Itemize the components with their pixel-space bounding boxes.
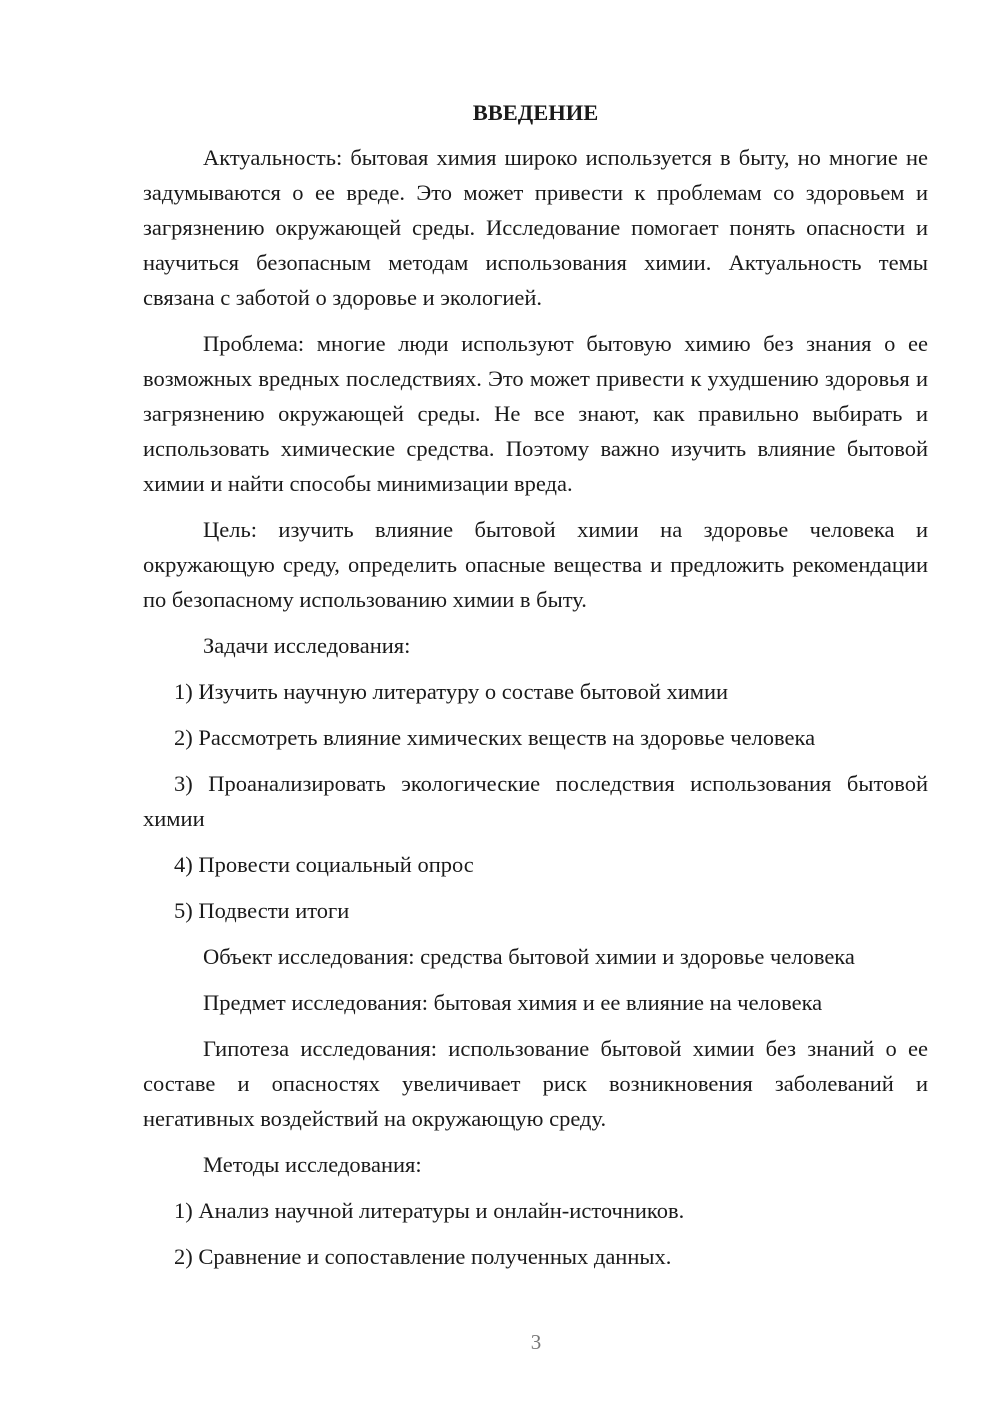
methods-heading: Методы исследования:	[203, 1152, 422, 1177]
task-item: 4) Провести социальный опрос	[174, 852, 474, 877]
paragraph-goal: Цель: изучить влияние бытовой химии на здоровье человека и окружающую среду, определить опасные вещества и предложить рекомендации по безопасному использованию химии в быту.	[143, 517, 928, 612]
page-content	[143, 95, 928, 1285]
research-hypothesis: Гипотеза исследования: использование бытовой химии без знаний о ее составе и опасностях увеличивает риск возникновения заболеваний и негативных воздействий на окружающую среду.	[143, 1036, 928, 1131]
task-item: 5) Подвести итоги	[174, 898, 350, 923]
tasks-heading: Задачи исследования:	[203, 633, 411, 658]
research-subject: Предмет исследования: бытовая химия и ее влияние на человека	[203, 990, 823, 1015]
paragraph-problem: Проблема: многие люди используют бытовую химию без знания о ее возможных вредных последствиях. Это может привести к ухудшению здоровья и загрязнению окружающей среды. Не все знают, как правильно выбирать и использовать химические средства. Поэтому важно изучить влияние бытовой химии и найти способы минимизации вреда.	[143, 331, 928, 496]
task-item: 1) Изучить научную литературу о составе бытовой химии	[174, 679, 729, 704]
section-title: ВВЕДЕНИЕ	[472, 100, 599, 125]
task-item: 2) Рассмотреть влияние химических веществ на здоровье человека	[174, 725, 816, 750]
task-item: 3) Проанализировать экологические последствия использования бытовой химии	[143, 771, 928, 831]
method-item: 2) Сравнение и сопоставление полученных данных.	[174, 1244, 672, 1269]
paragraph-relevance: Актуальность: бытовая химия широко используется в быту, но многие не задумываются о ее вреде. Это может привести к проблемам со здоровьем и загрязнению окружающей среды. Исследование помогает понять опасности и научиться безопасным методам использования химии. Актуальность темы связана с заботой о здоровье и экологией.	[143, 145, 928, 310]
research-object: Объект исследования: средства бытовой химии и здоровье человека	[203, 944, 855, 969]
method-item: 1) Анализ научной литературы и онлайн-источников.	[174, 1198, 685, 1223]
page-number: 3	[530, 1330, 542, 1354]
